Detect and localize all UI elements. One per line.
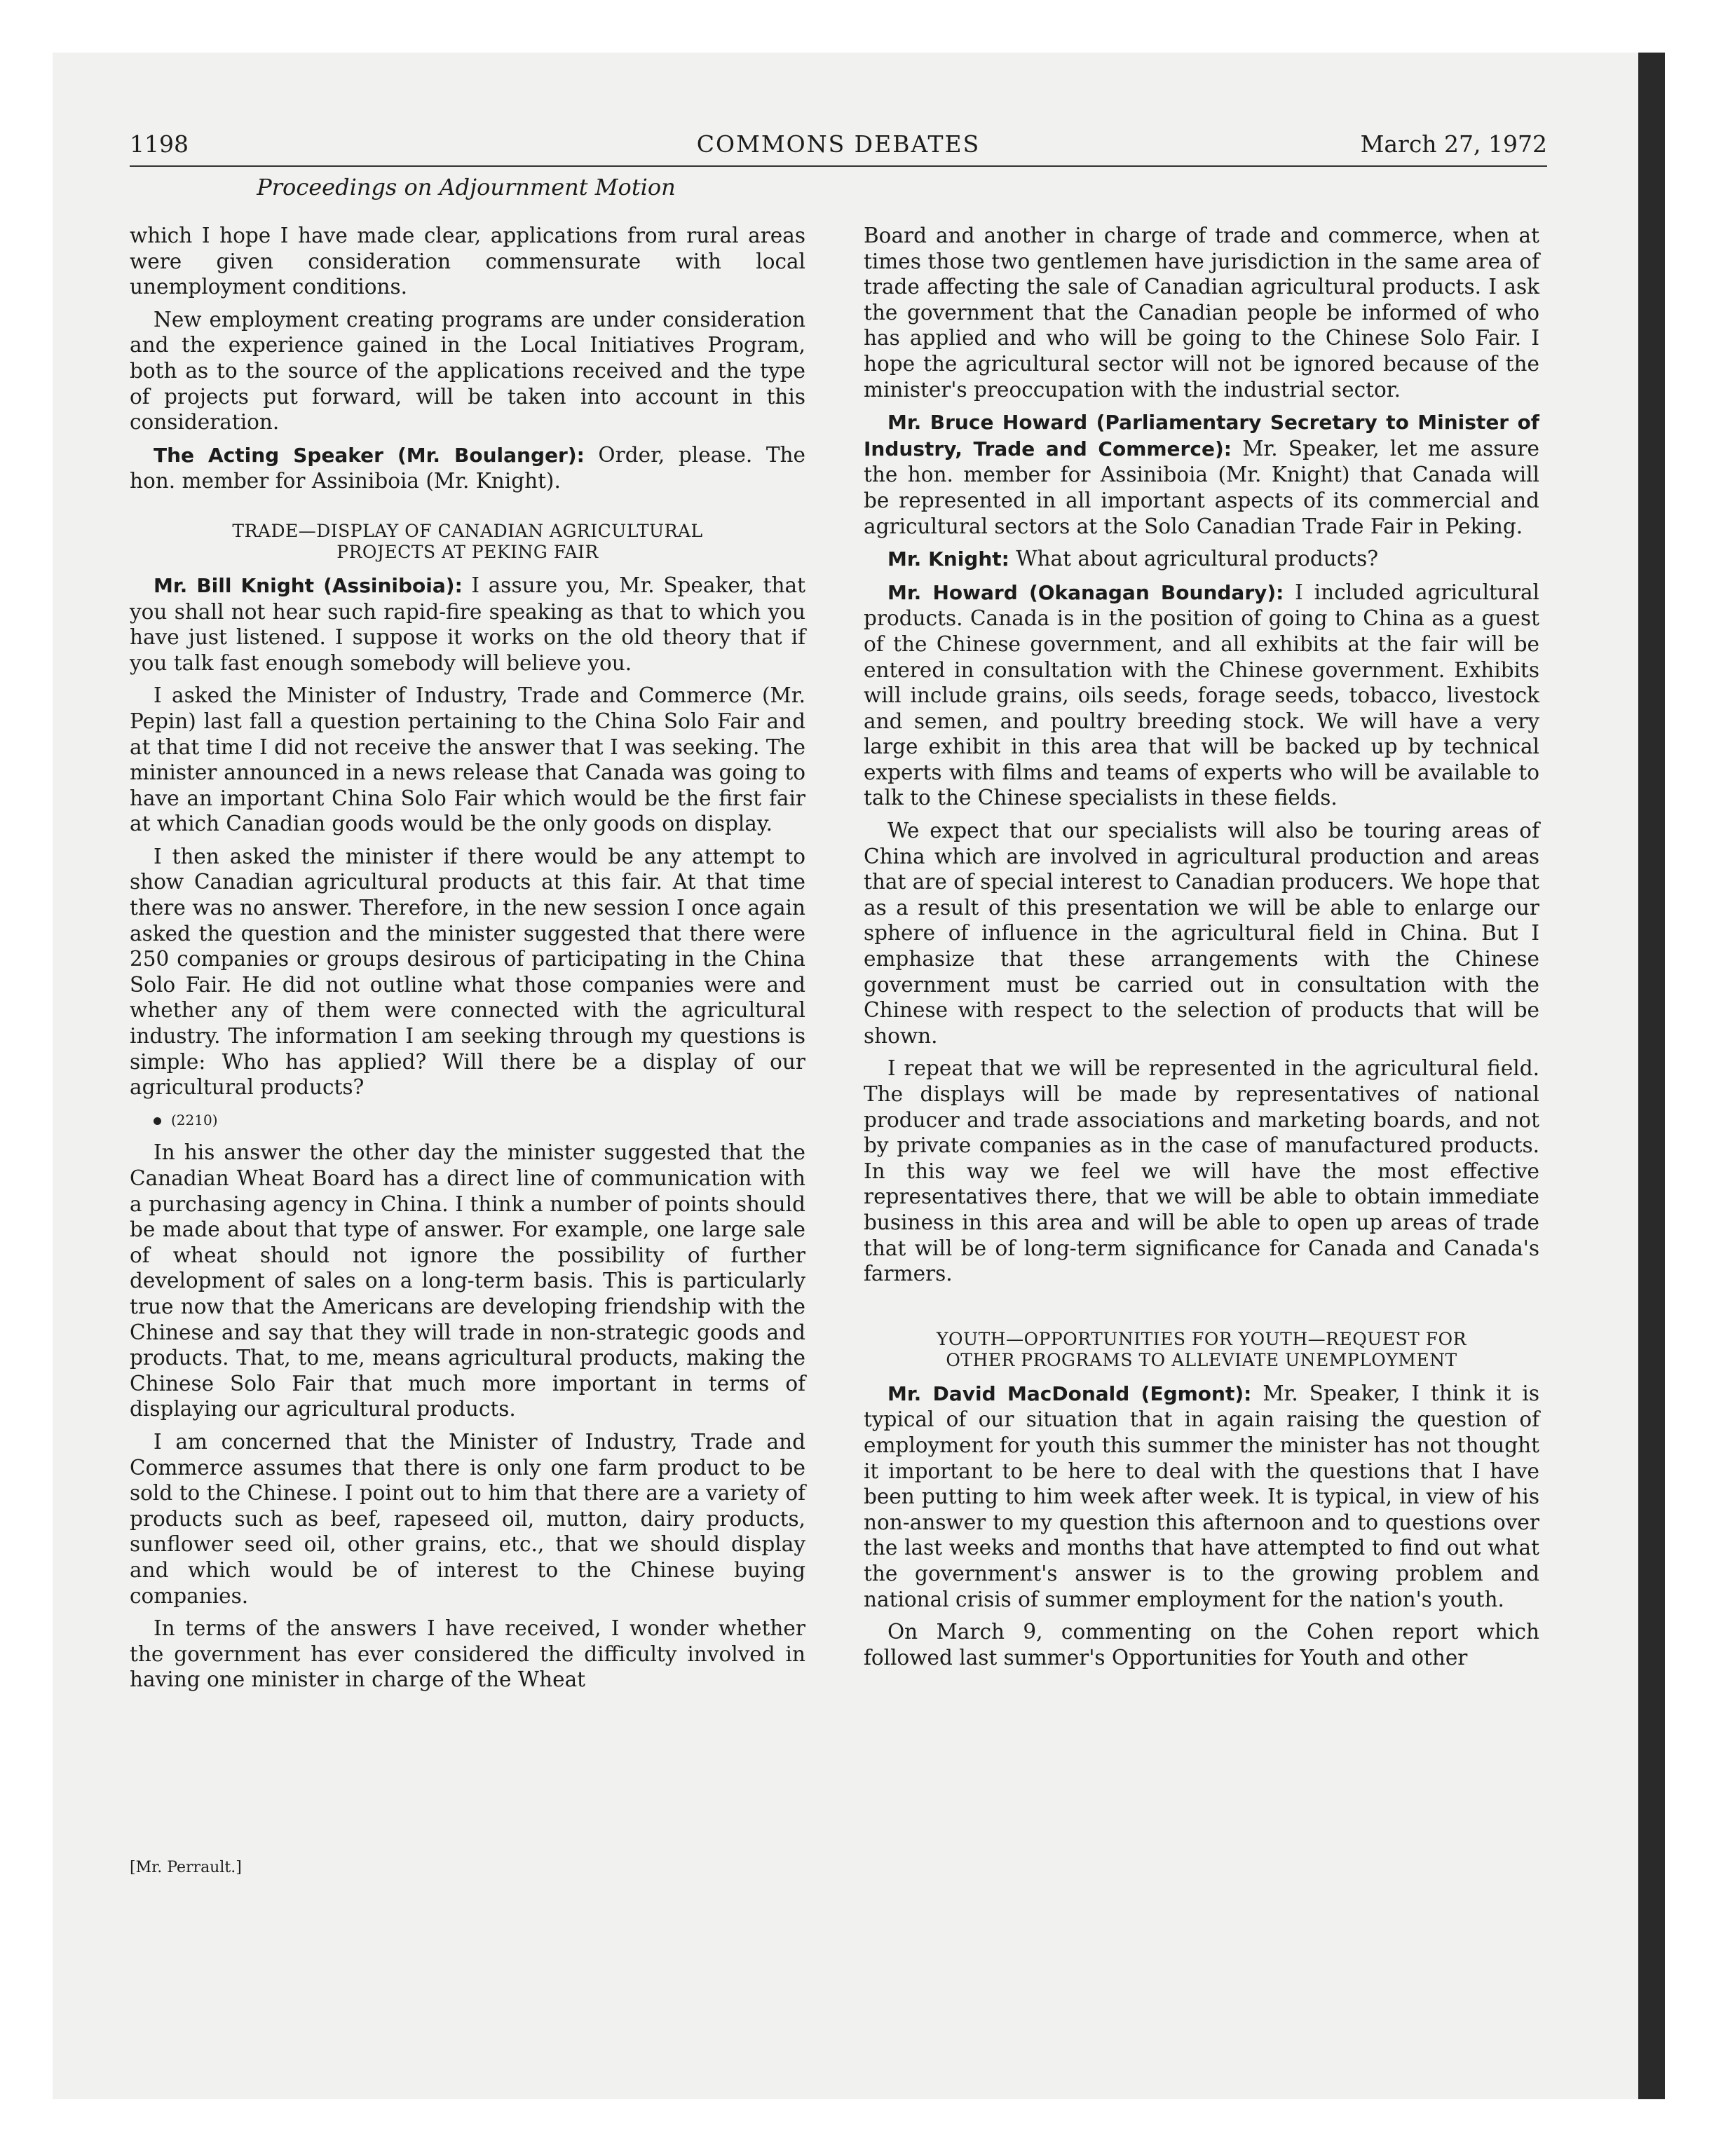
speaker-name: Mr. Bill Knight (Assiniboia): [154,573,463,597]
left-column [130,223,805,1700]
right-column [864,223,1539,1677]
speaker-name: The Acting Speaker (Mr. Boulanger): [154,443,585,467]
speech-text: What about agricultural products? [1009,547,1379,571]
time-marker [130,1107,805,1133]
publication-title: COMMONS DEBATES [696,130,981,158]
heading-line: YOUTH—OPPORTUNITIES FOR YOUTH—REQUEST FOR [937,1328,1467,1349]
speech-paragraph [864,546,1539,573]
speech-text: Mr. Speaker, I think it is typical of our situation that in again raising the question of employment for youth this summer the minister has not thought it important to be here to deal with the questions that I have been putting to him week after week. It is typical, in view of his non-answer to my question this afternoon and to questions over the last weeks and months that have attempted to find out what the government's answer is to the growing problem and national crisis of summer employment for the nation's youth. [864,1381,1539,1611]
page-header [130,130,1547,167]
speaker-name: Mr. David MacDonald (Egmont): [887,1381,1252,1405]
heading-line: TRADE—DISPLAY OF CANADIAN AGRICULTURAL [232,520,703,541]
paragraph: I repeat that we will be represented in the agricultural field. The displays will be made by representatives of national producer and trade associations and marketing boards, and not by private companies as in the case of manufactured products. In this way we feel we will have the most effective representatives there, that we will be able to obtain immediate business in this area and will be able to open up areas of trade that will be of long-term significance for Canada and Canada's farmers. [864,1056,1539,1286]
paragraph: On March 9, commenting on the Cohen report which followed last summer's Opportunities for Youth and other [864,1620,1539,1670]
speaker-name: Mr. Bruce Howard (Parliamentary Secretary to Minister of Industry, Trade and Commerce): [864,411,1539,460]
speech-text: I assure you, Mr. Speaker, that you shall not hear such rapid-fire speaking as that to which you have just listened. I suppose it works on the old theory that if you talk fast enough somebody will believe you. [130,573,805,675]
page-number: 1198 [130,130,189,158]
speech-paragraph [130,442,805,494]
speaker-name: Mr. Knight: [887,547,1009,571]
running-head: Proceedings on Adjournment Motion [257,174,676,200]
bullet-icon [154,1117,161,1125]
paragraph: In his answer the other day the minister suggested that the Canadian Wheat Board has a direct line of communication with a purchasing agency in China. I think a number of points should be made about that type of answer. For example, one large sale of wheat should not ignore the possibility of further development of sales on a long-term basis. This is particularly true now that the Americans are developing friendship with the Chinese and say that they will trade in non-strategic goods and products. That, to me, means agricultural products, making the Chinese Solo Fair that much more important in terms of displaying our agricultural products. [130,1140,805,1421]
speech-text: Mr. Speaker, let me assure the hon. member for Assiniboia (Mr. Knight) that Canada will be represented in all important aspects of its commercial and agricultural sectors at the Solo Canadian Trade Fair in Peking. [864,436,1539,538]
paragraph: We expect that our specialists will also be touring areas of China which are involved in agricultural production and areas that are of special interest to Canadian producers. We hope that as a result of this presentation we will be able to enlarge our sphere of influence in the agricultural field in China. But I emphasize that these arrangements with the Chinese government must be carried out in consultation with the Chinese with respect to the selection of products that will be shown. [864,819,1539,1048]
heading-line: PROJECTS AT PEKING FAIR [336,541,599,562]
speech-text: I included agricultural products. Canada is in the position of going to China as a guest of the Chinese government, and all exhibits at the fair will be entered in consultation with the Chinese government. Exhibits will include grains, oils seeds, forage seeds, tobacco, livestock and semen, and poultry breeding stock. We will have a very large exhibit in this area that will be backed up by technical experts with films and teams of experts who will be available to talk to the Chinese specialists in these fields. [864,580,1539,810]
time-marker-text: (2210) [171,1111,218,1128]
section-heading [130,521,805,563]
binding-edge [1638,53,1665,2099]
speech-paragraph [864,1381,1539,1612]
publication-date: March 27, 1972 [1360,130,1547,158]
paragraph: I then asked the minister if there would be any attempt to show Canadian agricultural products at this fair. At that time there was no answer. Therefore, in the new session I once again asked the question and the minister suggested that there were 250 companies or groups desirous of participating in the China Solo Fair. He did not outline what those companies were and whether any of them were connected with the agricultural industry. The information I am seeking through my questions is simple: Who has applied? Will there be a display of our agricultural products? [130,844,805,1100]
paragraph: In terms of the answers I have received, I wonder whether the government has ever considered the difficulty involved in having one minister in charge of the Wheat [130,1616,805,1692]
paragraph: New employment creating programs are under consideration and the experience gained in the Local Initiatives Program, both as to the source of the applications received and the type of projects put forward, will be taken into account in this consideration. [130,307,805,435]
paragraph: I asked the Minister of Industry, Trade and Commerce (Mr. Pepin) last fall a question pertaining to the China Solo Fair and at that time I did not receive the answer that I was seeking. The minister announced in a news release that Canada was going to have an important China Solo Fair which would be the first fair at which Canadian goods would be the only goods on display. [130,683,805,836]
paragraph: I am concerned that the Minister of Industry, Trade and Commerce assumes that there is only one farm product to be sold to the Chinese. I point out to him that there are a variety of products such as beef, rapeseed oil, mutton, dairy products, sunflower seed oil, other grains, etc., that we should display and which would be of interest to the Chinese buying companies. [130,1429,805,1608]
heading-line: OTHER PROGRAMS TO ALLEVIATE UNEMPLOYMENT [946,1349,1457,1370]
speech-paragraph [864,409,1539,539]
speech-paragraph [864,580,1539,811]
section-heading [864,1329,1539,1371]
paragraph: Board and another in charge of trade and commerce, when at times those two gentlemen have jurisdiction in the same area of trade affecting the sale of Canadian agricultural products. I ask the government that the Canadian people be informed of who has applied and who will be going to the Chinese Solo Fair. I hope the agricultural sector will not be ignored because of the minister's preoccupation with the industrial sector. [864,224,1539,402]
speaker-name: Mr. Howard (Okanagan Boundary): [887,580,1284,604]
footer-note: [Mr. Perrault.] [130,1859,242,1876]
speech-paragraph [130,573,805,676]
speech-text: Order, please. The hon. member for Assiniboia (Mr. Knight). [130,442,805,493]
paragraph: which I hope I have made clear, applications from rural areas were given consideration commensurate with local unemployment conditions. [130,224,805,299]
